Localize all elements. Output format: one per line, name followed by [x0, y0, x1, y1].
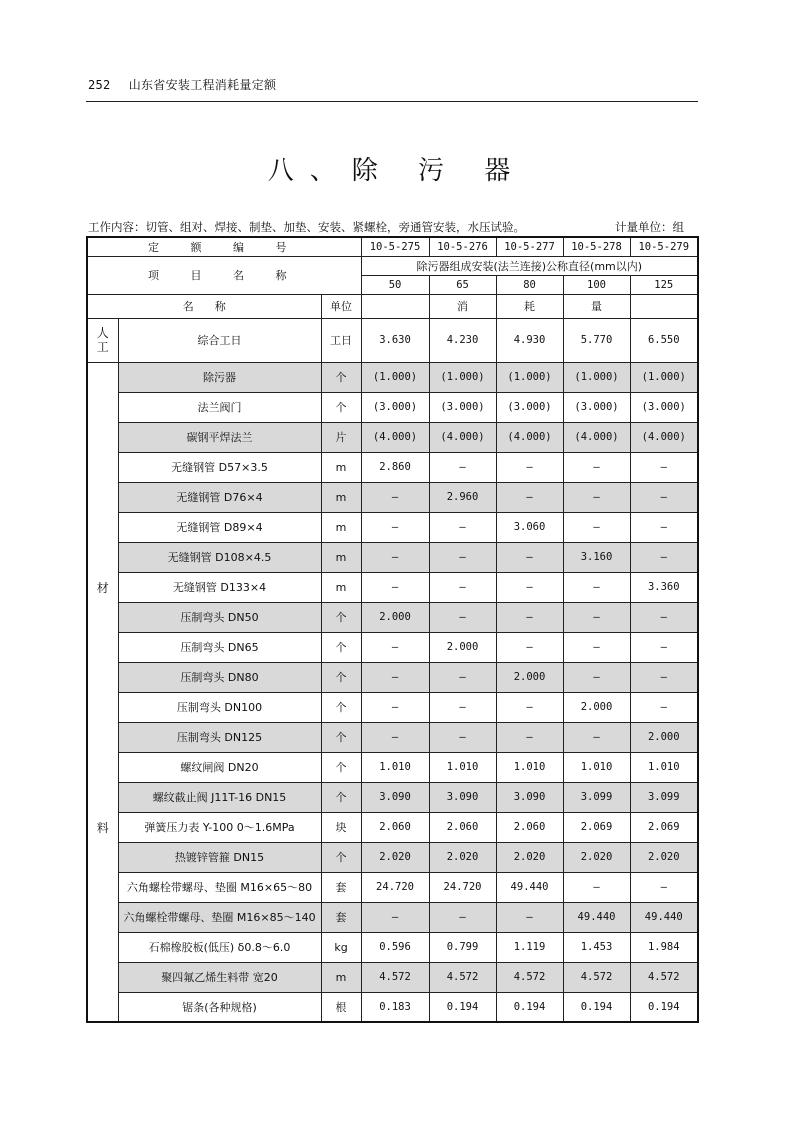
quantity-cell: —	[361, 692, 429, 722]
quantity-cell: (3.000)	[361, 392, 429, 422]
quantity-cell: —	[563, 872, 630, 902]
work-content: 工作内容：切管、组对、焊接、制垫、加垫、安装、紧螺栓，旁通管安装，水压试验。	[88, 220, 525, 234]
quantity-cell: 0.194	[630, 992, 698, 1022]
quantity-cell: 3.630	[361, 318, 429, 362]
quantity-cell: —	[429, 512, 496, 542]
item-desc-row	[87, 256, 698, 275]
quota-table	[86, 236, 699, 1023]
quantity-cell: (4.000)	[563, 422, 630, 452]
quantity-cell: —	[496, 542, 563, 572]
quantity-cell: —	[630, 872, 698, 902]
quantity-cell: 1.453	[563, 932, 630, 962]
item-unit: m	[321, 962, 361, 992]
page-number: 252	[88, 78, 111, 92]
quantity-cell: (1.000)	[496, 362, 563, 392]
unit-column-header: 单位	[321, 294, 361, 318]
material-row	[87, 572, 698, 602]
material-row	[87, 812, 698, 842]
item-name: 压制弯头 DN100	[118, 692, 321, 722]
item-unit: 个	[321, 632, 361, 662]
column-header-row	[87, 294, 698, 318]
material-row	[87, 752, 698, 782]
quantity-cell: 4.572	[429, 962, 496, 992]
name-column-header: 名 称	[87, 294, 321, 318]
section-title: 八、除 污 器	[267, 156, 527, 186]
quantity-cell: 49.440	[630, 902, 698, 932]
quantity-cell: 4.572	[361, 962, 429, 992]
item-name: 压制弯头 DN65	[118, 632, 321, 662]
quantity-cell: 2.020	[630, 842, 698, 872]
item-unit: m	[321, 572, 361, 602]
quantity-cell: —	[496, 482, 563, 512]
quantity-cell: 2.060	[429, 812, 496, 842]
quantity-cell: 0.194	[563, 992, 630, 1022]
item-unit: 个	[321, 692, 361, 722]
quantity-cell: —	[361, 482, 429, 512]
quantity-cell: (1.000)	[563, 362, 630, 392]
item-unit: m	[321, 512, 361, 542]
quantity-cell: —	[429, 692, 496, 722]
material-row	[87, 662, 698, 692]
quantity-cell: 2.069	[630, 812, 698, 842]
quantity-cell: 1.119	[496, 932, 563, 962]
quantity-cell: —	[496, 572, 563, 602]
code-label: 定 额 编 号	[87, 237, 361, 256]
material-row	[87, 842, 698, 872]
item-unit: m	[321, 542, 361, 572]
quantity-cell: (3.000)	[496, 392, 563, 422]
quantity-cell: —	[563, 452, 630, 482]
item-name: 压制弯头 DN125	[118, 722, 321, 752]
quantity-cell: 3.099	[563, 782, 630, 812]
item-unit: 片	[321, 422, 361, 452]
quantity-cell: —	[563, 722, 630, 752]
item-name: 压制弯头 DN80	[118, 662, 321, 692]
quantity-cell: 2.060	[361, 812, 429, 842]
item-name: 石棉橡胶板(低压) δ0.8～6.0	[118, 932, 321, 962]
quantity-cell: (4.000)	[361, 422, 429, 452]
quantity-cell: 1.010	[563, 752, 630, 782]
item-unit: 个	[321, 362, 361, 392]
item-name: 压制弯头 DN50	[118, 602, 321, 632]
quantity-cell: 3.360	[630, 572, 698, 602]
material-row	[87, 902, 698, 932]
quantity-cell: —	[630, 602, 698, 632]
quantity-cell: —	[563, 512, 630, 542]
quantity-cell: —	[496, 902, 563, 932]
material-row	[87, 452, 698, 482]
item-unit: m	[321, 482, 361, 512]
quantity-cell: —	[429, 542, 496, 572]
consumption-header-char: 量	[563, 294, 630, 318]
quantity-cell: 2.020	[361, 842, 429, 872]
diameter: 80	[496, 275, 563, 294]
quantity-cell: 2.020	[563, 842, 630, 872]
quantity-cell: 1.010	[496, 752, 563, 782]
quantity-cell: —	[496, 632, 563, 662]
quantity-cell: 4.572	[496, 962, 563, 992]
quantity-cell: (3.000)	[429, 392, 496, 422]
running-header	[88, 76, 698, 93]
quantity-cell: —	[630, 482, 698, 512]
item-name: 锯条(各种规格)	[118, 992, 321, 1022]
quantity-cell: 2.020	[496, 842, 563, 872]
quantity-cell: 2.060	[496, 812, 563, 842]
diameter: 100	[563, 275, 630, 294]
item-description: 除污器组成安装(法兰连接)公称直径(mm以内)	[361, 256, 698, 275]
quantity-cell: 3.099	[630, 782, 698, 812]
quantity-cell: 1.010	[429, 752, 496, 782]
quantity-cell: (1.000)	[429, 362, 496, 392]
quantity-cell: 1.010	[630, 752, 698, 782]
item-unit: 套	[321, 902, 361, 932]
quantity-cell: 3.160	[563, 542, 630, 572]
item-unit: 个	[321, 782, 361, 812]
material-row	[87, 932, 698, 962]
item-unit: 个	[321, 662, 361, 692]
quantity-cell: 1.010	[361, 752, 429, 782]
material-row	[87, 362, 698, 392]
quantity-cell: 6.550	[630, 318, 698, 362]
quantity-cell: 2.000	[563, 692, 630, 722]
labor-category-char: 工	[96, 340, 109, 354]
quantity-cell: —	[429, 722, 496, 752]
diameter: 65	[429, 275, 496, 294]
item-name: 无缝钢管 D89×4	[118, 512, 321, 542]
material-category-char: 材	[96, 580, 109, 595]
material-row	[87, 542, 698, 572]
quantity-cell: —	[630, 452, 698, 482]
material-row	[87, 632, 698, 662]
quantity-cell: —	[563, 662, 630, 692]
quantity-cell: 4.230	[429, 318, 496, 362]
quantity-cell: —	[361, 542, 429, 572]
item-unit: 工日	[321, 318, 361, 362]
quantity-cell: 24.720	[361, 872, 429, 902]
quantity-cell: —	[429, 902, 496, 932]
measure-unit: 计量单位：组	[615, 220, 684, 234]
item-name: 碳钢平焊法兰	[118, 422, 321, 452]
quantity-cell: 4.572	[630, 962, 698, 992]
item-name: 除污器	[118, 362, 321, 392]
quantity-cell: 0.194	[496, 992, 563, 1022]
labor-category-char: 人	[96, 326, 109, 340]
quantity-cell: —	[630, 692, 698, 722]
material-row	[87, 782, 698, 812]
item-unit: 个	[321, 722, 361, 752]
quantity-cell: 4.930	[496, 318, 563, 362]
quantity-cell: 0.183	[361, 992, 429, 1022]
material-row	[87, 392, 698, 422]
quota-code: 10-5-278	[563, 237, 630, 256]
item-unit: m	[321, 452, 361, 482]
code-row	[87, 237, 698, 256]
item-name: 六角螺栓带螺母、垫圈 M16×65～80	[118, 872, 321, 902]
quantity-cell: —	[496, 602, 563, 632]
quantity-cell: 0.596	[361, 932, 429, 962]
quantity-cell: —	[429, 662, 496, 692]
quantity-cell: 2.000	[630, 722, 698, 752]
material-row	[87, 722, 698, 752]
quantity-cell: —	[630, 542, 698, 572]
quota-code: 10-5-276	[429, 237, 496, 256]
item-unit: 根	[321, 992, 361, 1022]
material-row	[87, 962, 698, 992]
material-row	[87, 482, 698, 512]
labor-row	[87, 318, 698, 362]
quantity-cell: 2.000	[496, 662, 563, 692]
quantity-cell: 4.572	[563, 962, 630, 992]
meta-line	[88, 219, 684, 235]
quantity-cell: (4.000)	[429, 422, 496, 452]
quantity-cell: 0.194	[429, 992, 496, 1022]
quota-code: 10-5-277	[496, 237, 563, 256]
quantity-cell: —	[630, 662, 698, 692]
material-row	[87, 692, 698, 722]
quantity-cell: —	[563, 482, 630, 512]
quantity-cell: 2.000	[361, 602, 429, 632]
item-unit: 块	[321, 812, 361, 842]
material-row	[87, 422, 698, 452]
material-row	[87, 992, 698, 1022]
quantity-cell: 49.440	[563, 902, 630, 932]
quantity-cell: 24.720	[429, 872, 496, 902]
item-name: 螺纹截止阀 J11T-16 DN15	[118, 782, 321, 812]
quota-code: 10-5-275	[361, 237, 429, 256]
diameter: 50	[361, 275, 429, 294]
quantity-cell: 2.020	[429, 842, 496, 872]
quantity-cell: 1.984	[630, 932, 698, 962]
quantity-cell: —	[361, 902, 429, 932]
quota-code: 10-5-279	[630, 237, 698, 256]
quantity-cell: —	[563, 572, 630, 602]
item-name: 法兰阀门	[118, 392, 321, 422]
item-name: 无缝钢管 D57×3.5	[118, 452, 321, 482]
quantity-cell: (4.000)	[630, 422, 698, 452]
quantity-cell: 0.799	[429, 932, 496, 962]
item-name: 六角螺栓带螺母、垫圈 M16×85～140	[118, 902, 321, 932]
quantity-cell: 3.060	[496, 512, 563, 542]
item-name: 热镀锌管箍 DN15	[118, 842, 321, 872]
quantity-cell: —	[429, 572, 496, 602]
quantity-cell: 5.770	[563, 318, 630, 362]
quantity-cell: —	[429, 602, 496, 632]
consumption-header-char: 消	[429, 294, 496, 318]
quantity-cell: —	[630, 632, 698, 662]
item-label: 项 目 名 称	[87, 256, 361, 294]
item-name: 螺纹闸阀 DN20	[118, 752, 321, 782]
quantity-cell: 2.000	[429, 632, 496, 662]
item-name: 弹簧压力表 Y-100 0～1.6MPa	[118, 812, 321, 842]
material-category	[87, 362, 118, 1022]
quantity-cell: 2.960	[429, 482, 496, 512]
item-name: 无缝钢管 D108×4.5	[118, 542, 321, 572]
item-unit: kg	[321, 932, 361, 962]
quantity-cell: (1.000)	[361, 362, 429, 392]
item-unit: 个	[321, 842, 361, 872]
quantity-cell: 2.860	[361, 452, 429, 482]
material-row	[87, 872, 698, 902]
quantity-cell: —	[496, 722, 563, 752]
quantity-cell: (4.000)	[496, 422, 563, 452]
quantity-cell: —	[361, 572, 429, 602]
quantity-cell: —	[361, 512, 429, 542]
quantity-cell: —	[496, 452, 563, 482]
quantity-cell: (1.000)	[630, 362, 698, 392]
item-unit: 个	[321, 392, 361, 422]
quantity-cell: —	[563, 632, 630, 662]
material-row	[87, 512, 698, 542]
item-unit: 套	[321, 872, 361, 902]
quantity-cell: —	[361, 722, 429, 752]
material-row	[87, 602, 698, 632]
quantity-cell: 3.090	[496, 782, 563, 812]
quantity-cell: 2.069	[563, 812, 630, 842]
item-name: 聚四氟乙烯生料带 宽20	[118, 962, 321, 992]
item-name: 无缝钢管 D76×4	[118, 482, 321, 512]
quantity-cell: (3.000)	[563, 392, 630, 422]
quantity-cell: (3.000)	[630, 392, 698, 422]
consumption-header-blank	[630, 294, 698, 318]
quantity-cell: —	[563, 602, 630, 632]
material-category-char: 料	[96, 820, 109, 835]
header-rule	[86, 101, 698, 102]
book-title: 山东省安装工程消耗量定额	[128, 78, 277, 92]
item-name: 无缝钢管 D133×4	[118, 572, 321, 602]
consumption-header-blank	[361, 294, 429, 318]
quantity-cell: —	[429, 452, 496, 482]
quantity-cell: —	[361, 632, 429, 662]
item-unit: 个	[321, 602, 361, 632]
item-name: 综合工日	[118, 318, 321, 362]
quantity-cell: —	[496, 692, 563, 722]
diameter: 125	[630, 275, 698, 294]
consumption-header-char: 耗	[496, 294, 563, 318]
quantity-cell: 49.440	[496, 872, 563, 902]
quantity-cell: —	[361, 662, 429, 692]
quantity-cell: 3.090	[429, 782, 496, 812]
labor-category	[87, 318, 118, 362]
item-unit: 个	[321, 752, 361, 782]
quantity-cell: —	[630, 512, 698, 542]
quantity-cell: 3.090	[361, 782, 429, 812]
